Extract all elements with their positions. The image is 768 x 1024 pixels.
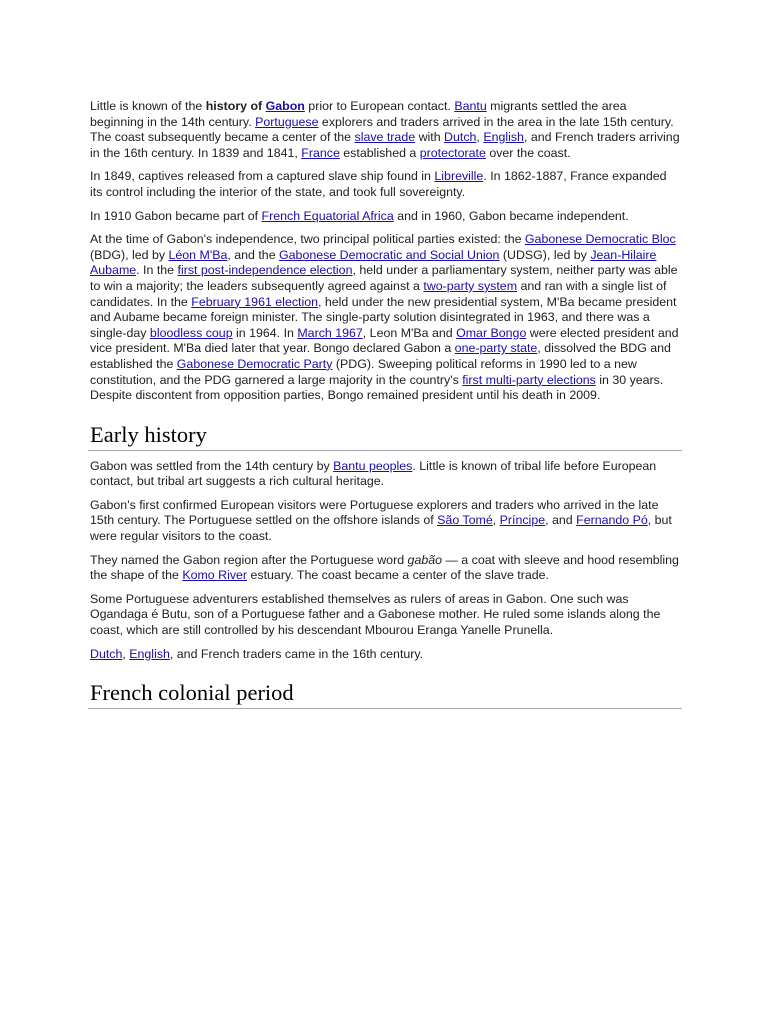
text: . In 1862-1887, France expanded its control including the interior of the state, and took full sovereignty. (90, 169, 667, 199)
link-bantu[interactable]: Bantu (454, 99, 487, 113)
early-history-paragraph-4 (90, 592, 680, 639)
link-gabonese-democratic-social-union[interactable]: Gabonese Democratic and Social Union (279, 247, 500, 262)
article-body (90, 99, 680, 717)
link-slave-trade[interactable]: slave trade (354, 130, 416, 145)
intro-paragraph-1 (90, 99, 680, 161)
link-portuguese[interactable]: Portuguese (255, 114, 319, 129)
italic-word-gabao: gabão (407, 552, 443, 567)
early-history-paragraph-2 (90, 498, 680, 545)
text: — a coat with sleeve and hood resembling the shape of the (90, 552, 679, 583)
link-fernando-po[interactable]: Fernando Pó (576, 513, 648, 528)
link-march-1967[interactable]: March 1967 (297, 325, 363, 340)
text: . Little is known of tribal life before European contact, but tribal art suggests a rich cultural heritage. (90, 458, 657, 489)
text: and ran with a single list of candidates. In the (90, 278, 667, 309)
link-one-party-state[interactable]: one-party state (454, 341, 538, 356)
link-leon-mba[interactable]: Léon M'Ba (168, 247, 228, 262)
link-february-1961-election[interactable]: February 1961 election (191, 294, 319, 309)
link-france[interactable]: France (301, 145, 340, 160)
link-gabonese-democratic-bloc[interactable]: Gabonese Democratic Bloc (524, 232, 676, 247)
link-libreville[interactable]: Libreville (434, 169, 484, 184)
link-protectorate[interactable]: protectorate (419, 145, 486, 160)
text: They named the Gabon region after the Portuguese word (90, 552, 408, 567)
link-bloodless-coup[interactable]: bloodless coup (149, 325, 233, 340)
text: Some Portuguese adventurers established themselves as rulers of areas in Gabon. One such was Ogandaga é Butu, son of a Portuguese father and a Gabonese mother. He ruled some islands along the coast, which are still controlled by his descendant Mbourou Eranga Yanelle Prunella. (90, 591, 661, 638)
text: In 1910 Gabon became part of (90, 208, 262, 223)
text: (PDG). Sweeping political reforms in 1990 led to a new constitution, and the PDG garnered a large majority in the country's (90, 356, 637, 387)
text: in 30 years. Despite discontent from opposition parties, Bongo remained president until his death in 2009. (90, 372, 664, 403)
text: estuary. The coast became a center of the slave trade. (247, 568, 549, 583)
text: (BDG), led by (90, 247, 169, 262)
link-first-multi-party-elections[interactable]: first multi-party elections (462, 372, 596, 387)
text: over the coast. (485, 145, 571, 160)
text: At the time of Gabon's independence, two principal political parties existed: the (90, 232, 525, 247)
link-bantu-peoples[interactable]: Bantu peoples (333, 458, 413, 473)
text: , held under the new presidential system, M'Ba became president and Aubame became foreign minister. The single-party solution disintegrated in 1963, and there was a single-day (90, 294, 677, 340)
link-two-party-system[interactable]: two-party system (423, 278, 518, 293)
early-history-paragraph-3 (90, 553, 680, 584)
text: were elected president and vice president. M'Ba died later that year. Bongo declared Gabon a (90, 325, 679, 356)
text: Gabon's first confirmed European visitors were Portuguese explorers and traders who arrived in the late 15th century. The Portuguese settled on the offshore islands of (90, 497, 659, 528)
text: and in 1960, Gabon became independent. (393, 208, 629, 223)
text: , and (545, 513, 577, 528)
text: , and French traders arriving in the 16th century. In 1839 and 1841, (90, 130, 680, 160)
early-history-paragraph-1 (90, 459, 680, 490)
text: . In the (136, 263, 178, 278)
link-principe[interactable]: Príncipe (499, 513, 546, 528)
text: , (476, 130, 484, 145)
intro-paragraph-3 (90, 209, 680, 225)
link-english[interactable]: English (483, 130, 524, 145)
intro-paragraph-2 (90, 169, 680, 200)
text: , and French traders came in the 16th century. (169, 646, 424, 661)
link-english[interactable]: English (129, 646, 170, 661)
text: , but were regular visitors to the coast. (90, 513, 672, 544)
bold-history-of: history of Gabon (205, 99, 305, 113)
text: In 1849, captives released from a captured slave ship found in (90, 169, 435, 184)
link-komo-river[interactable]: Komo River (182, 568, 248, 583)
link-gabonese-democratic-party[interactable]: Gabonese Democratic Party (176, 356, 333, 371)
early-history-paragraph-5 (90, 647, 680, 663)
section-heading-early-history: Early history (88, 422, 682, 451)
text: Little is known of the (90, 99, 206, 113)
link-gabon[interactable]: Gabon (265, 99, 305, 113)
link-french-equatorial-africa[interactable]: French Equatorial Africa (261, 208, 394, 223)
text: , dissolved the BDG and established the (90, 341, 671, 371)
link-jean-hilaire-aubame[interactable]: Jean-Hilaire Aubame (90, 247, 657, 278)
intro-paragraph-4 (90, 232, 680, 404)
text: migrants settled the area beginning in the 14th century. (90, 99, 627, 129)
text: prior to European contact. (304, 99, 455, 113)
text: explorers and traders arrived in the area in the late 15th century. The coast subsequently became a center of the (90, 114, 674, 145)
link-dutch[interactable]: Dutch (90, 646, 123, 661)
text: in 1964. In (232, 325, 298, 340)
text: , held under a parliamentary system, neither party was able to win a majority; the leaders subsequently agreed against a (90, 263, 678, 293)
text: , (492, 513, 500, 528)
text: with (415, 130, 445, 145)
text: , Leon M'Ba and (362, 325, 457, 340)
text: , (122, 646, 130, 661)
text: , and the (227, 247, 280, 262)
text: established a (339, 145, 420, 160)
link-first-post-independence-election[interactable]: first post-independence election (177, 263, 353, 278)
link-dutch[interactable]: Dutch (444, 130, 477, 145)
link-omar-bongo[interactable]: Omar Bongo (456, 325, 527, 340)
text: Gabon was settled from the 14th century by (90, 458, 334, 473)
link-sao-tome[interactable]: São Tomé (437, 513, 493, 528)
text: (UDSG), led by (499, 247, 591, 262)
section-heading-french-colonial-period: French colonial period (88, 680, 682, 709)
